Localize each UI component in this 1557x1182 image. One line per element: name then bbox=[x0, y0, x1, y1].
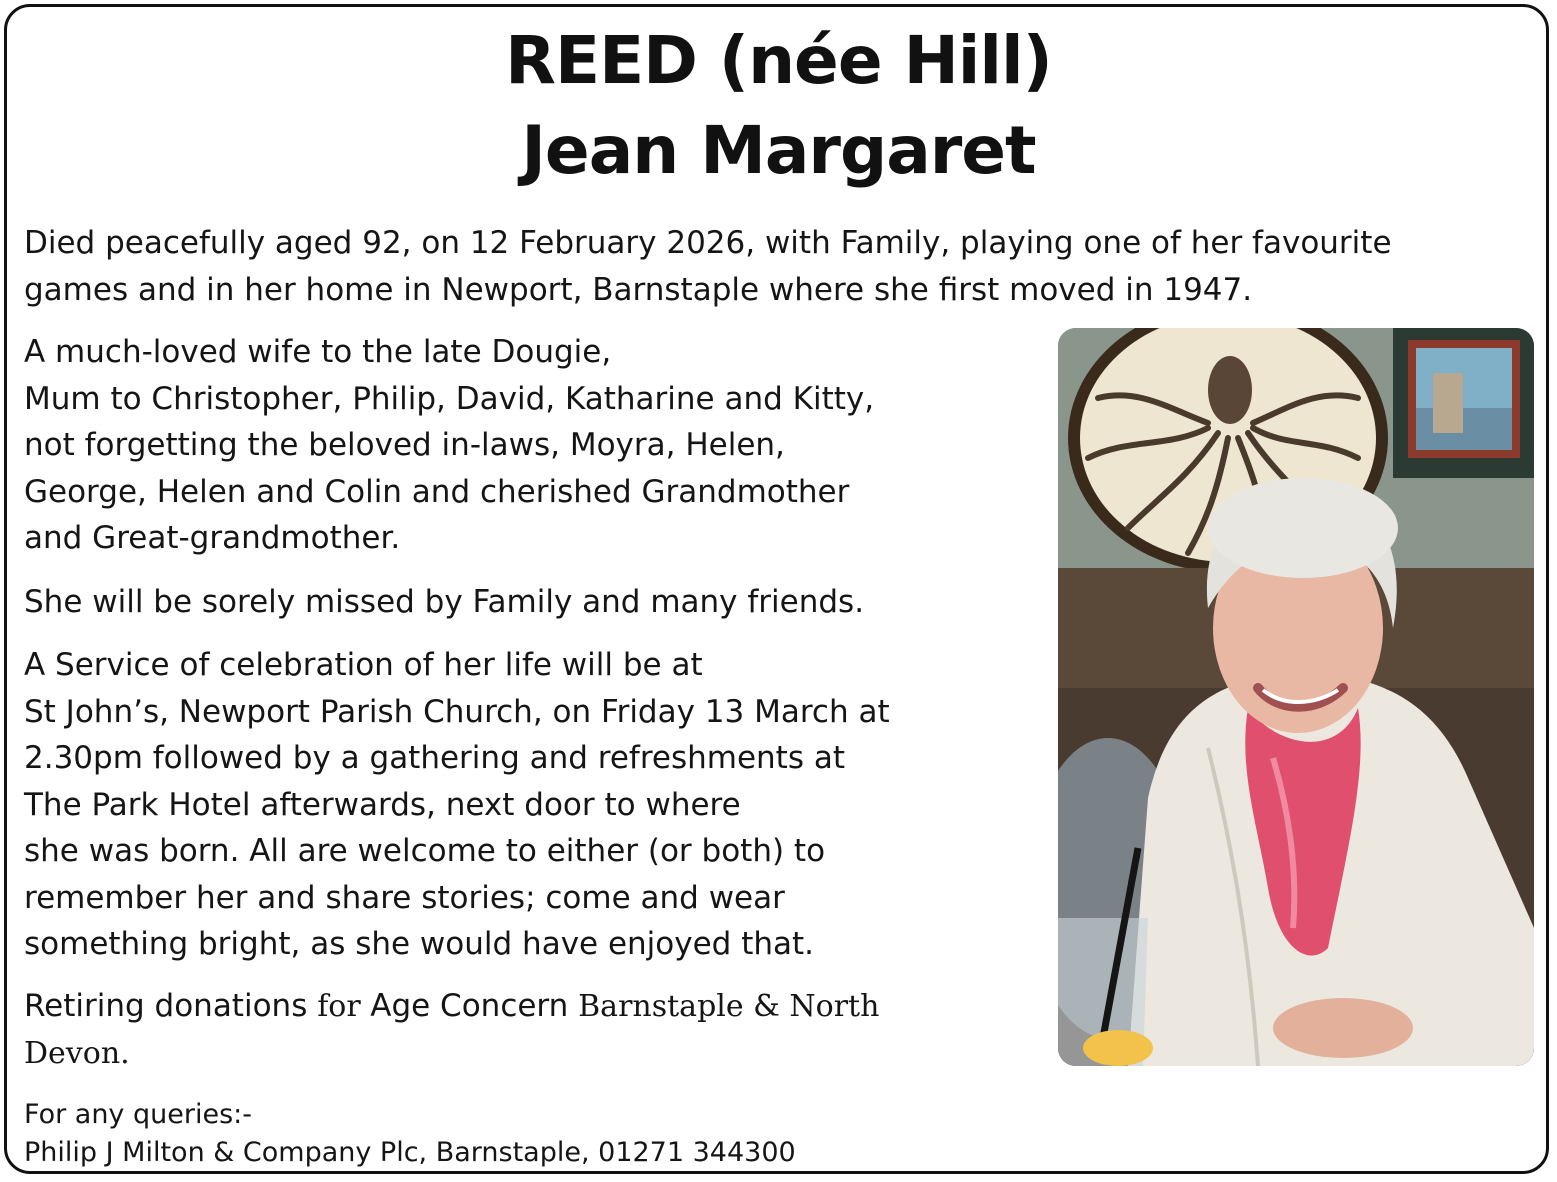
missed-line: She will be sorely missed by Family and many friends. bbox=[24, 584, 865, 620]
intro-line: Died peacefully aged 92, on 12 February 2026, with Family, playing one of her favourite bbox=[24, 225, 1392, 261]
family-line: and Great-grandmother. bbox=[24, 520, 401, 556]
portrait-photo bbox=[1058, 328, 1534, 1066]
forenames-heading: Jean Margaret bbox=[521, 112, 1036, 189]
family-line: not forgetting the beloved in-laws, Moyra, Helen, bbox=[24, 427, 785, 463]
queries-label: For any queries:- bbox=[24, 1099, 252, 1130]
family-line: A much-loved wife to the late Dougie, bbox=[24, 334, 612, 370]
intro-line: games and in her home in Newport, Barnstaple where she first moved in 1947. bbox=[24, 271, 1253, 308]
charity-name: Age Concern bbox=[370, 988, 579, 1024]
family-paragraph bbox=[24, 329, 874, 562]
service-paragraph bbox=[24, 642, 890, 968]
donations-text: Retiring donations bbox=[24, 988, 318, 1024]
charity-region-continued: Devon. bbox=[24, 1035, 130, 1071]
surname-heading: REED (née Hill) bbox=[505, 22, 1052, 99]
donations-paragraph bbox=[24, 983, 879, 1077]
funeral-director-contact: Philip J Milton & Company Plc, Barnstaple, 01271 344300 bbox=[24, 1137, 796, 1168]
service-line: remember her and share stories; come and wear bbox=[24, 879, 785, 916]
family-line: George, Helen and Colin and cherished Grandmother bbox=[24, 473, 850, 510]
service-line: A Service of celebration of her life will be at bbox=[24, 647, 703, 683]
intro-paragraph bbox=[24, 220, 1392, 313]
service-line: 2.30pm followed by a gathering and refreshments at bbox=[24, 740, 845, 776]
missed-paragraph bbox=[24, 579, 864, 626]
service-line: something bright, as she would have enjoyed that. bbox=[24, 926, 815, 962]
donations-line bbox=[24, 983, 879, 1031]
donations-for-text: for bbox=[317, 989, 371, 1024]
service-line: St John’s, Newport Parish Church, on Friday 13 March at bbox=[24, 693, 890, 730]
charity-region: Barnstaple & North bbox=[578, 989, 880, 1024]
service-line: The Park Hotel afterwards, next door to where bbox=[24, 786, 741, 823]
queries-block bbox=[24, 1096, 796, 1172]
family-line: Mum to Christopher, Philip, David, Katharine and Kitty, bbox=[24, 380, 875, 417]
service-line: she was born. All are welcome to either (or both) to bbox=[24, 833, 826, 869]
